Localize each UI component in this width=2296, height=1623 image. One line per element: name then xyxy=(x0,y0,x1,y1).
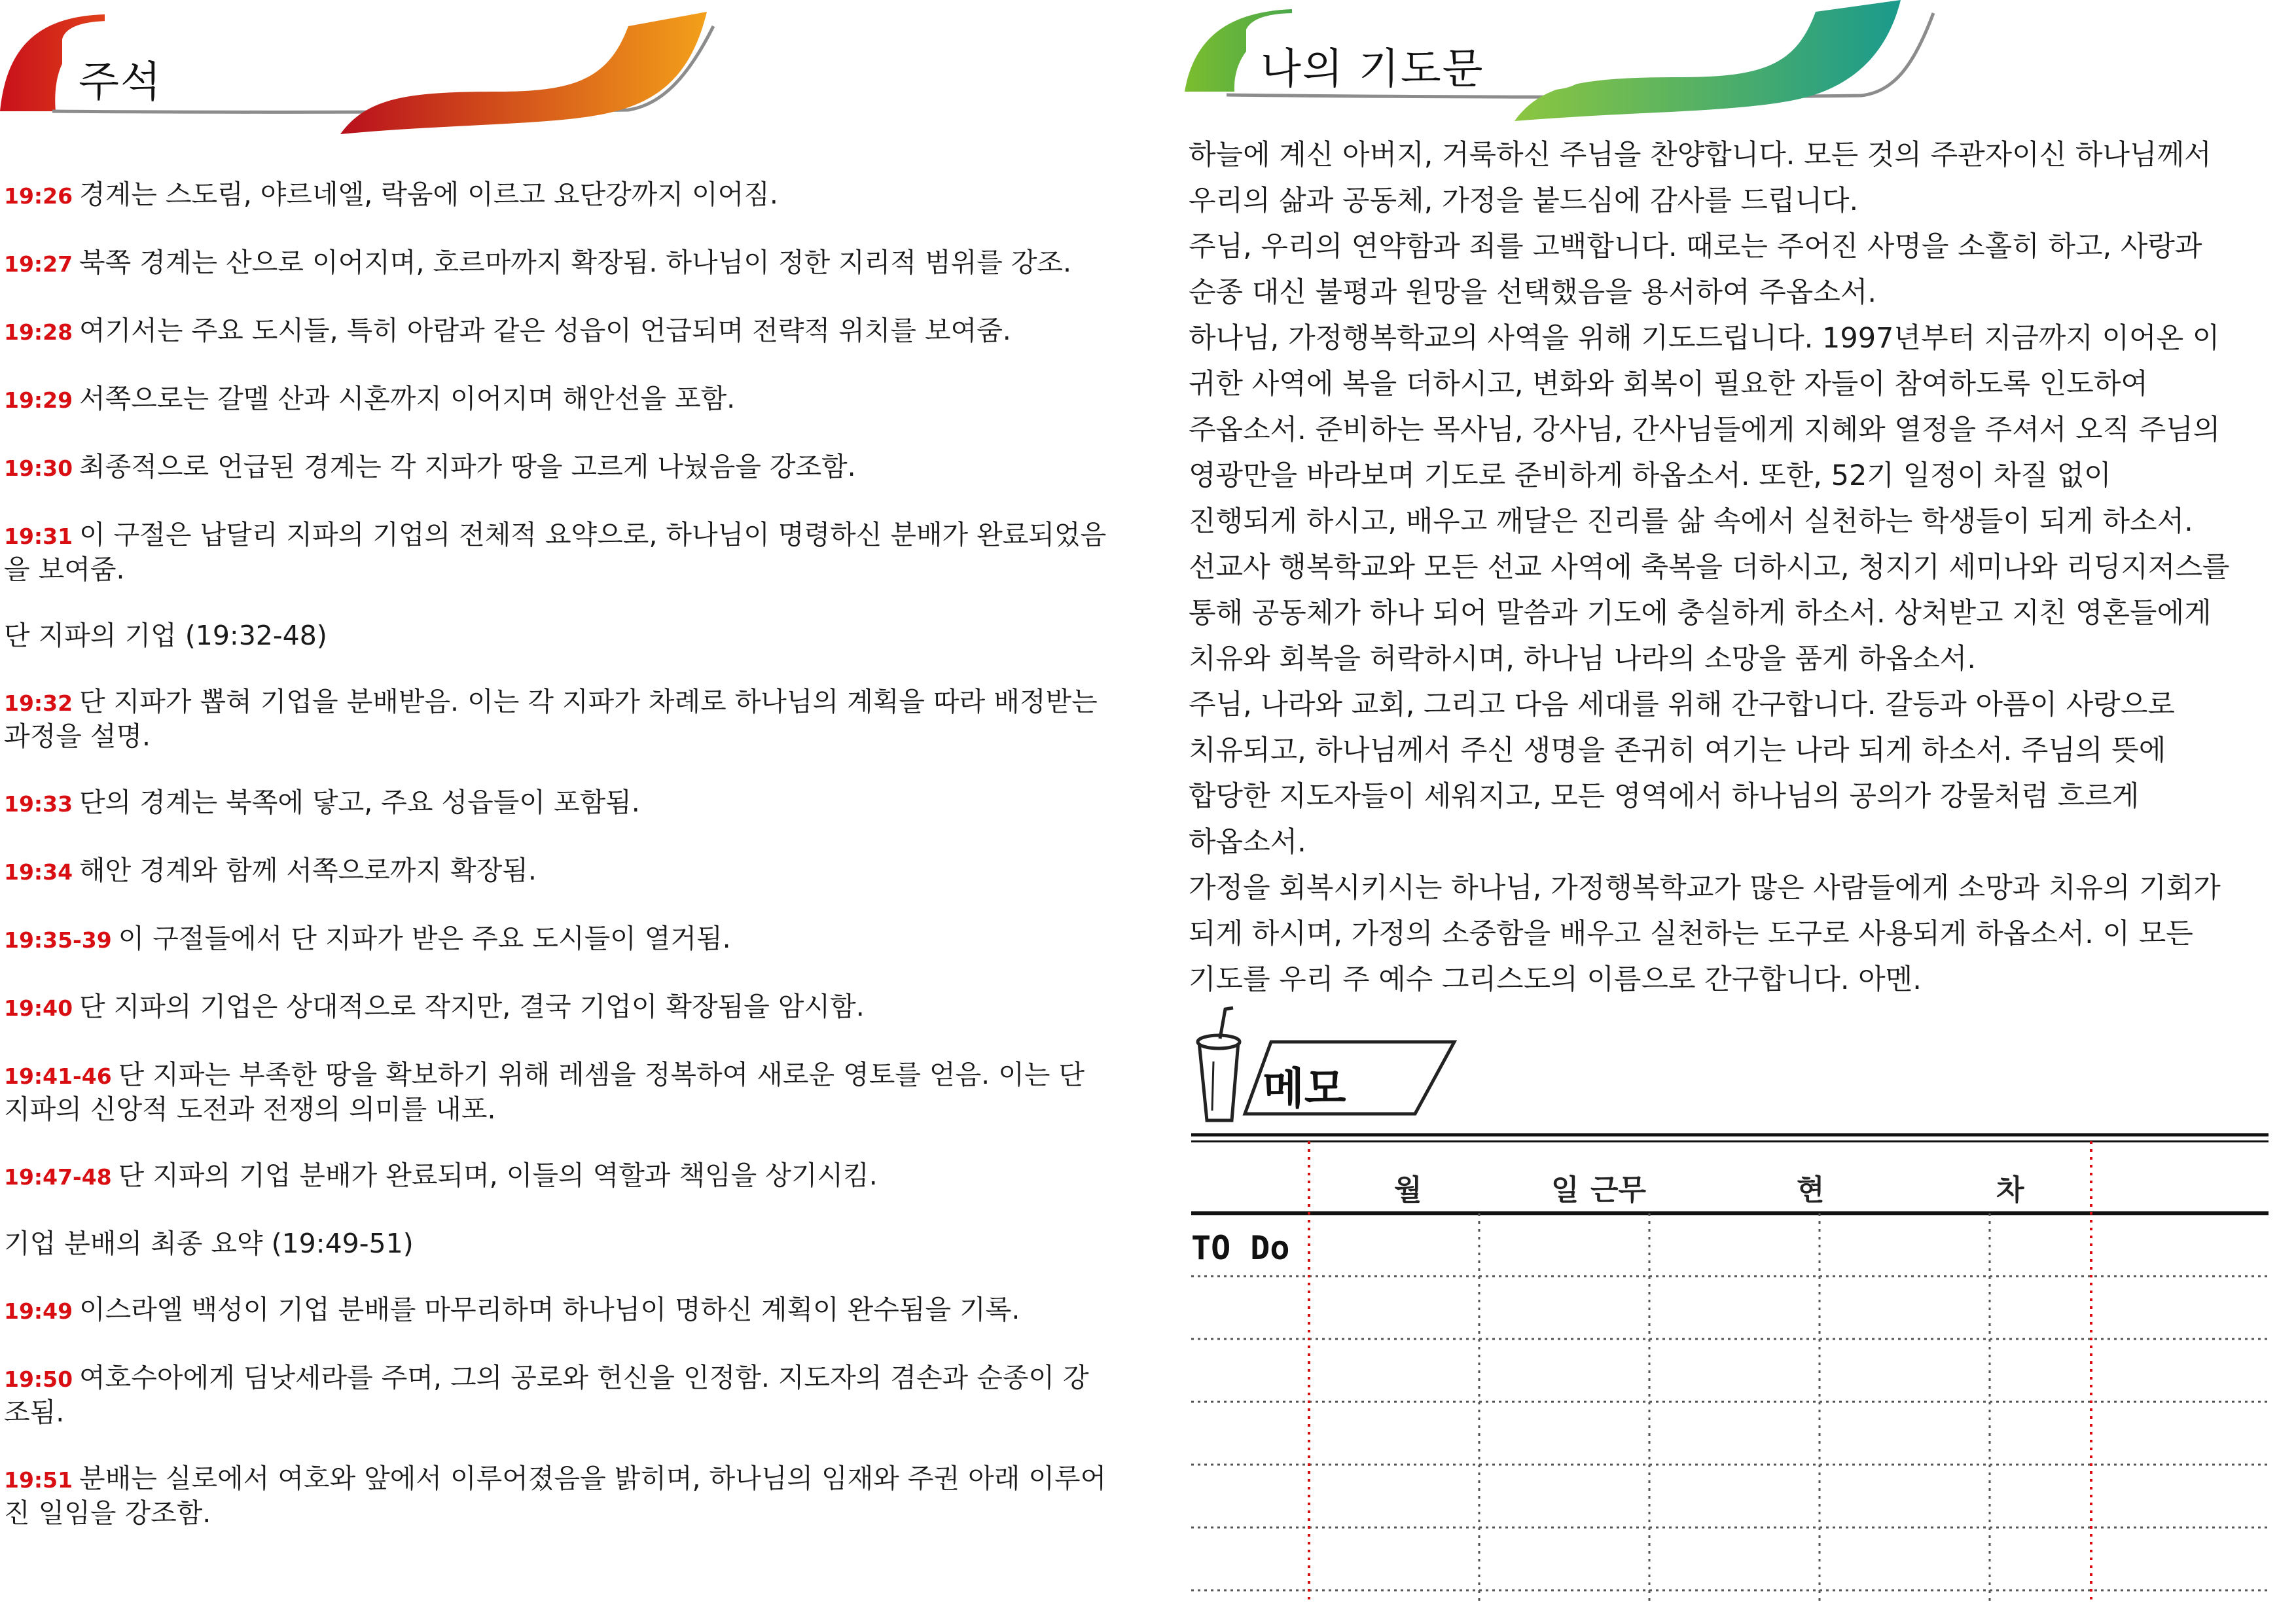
note-text: 단 지파의 기업 (19:32-48) xyxy=(4,620,327,651)
prayer-text: 하늘에 계신 아버지, 거룩하신 주님을 찬양합니다. 모든 것의 주관자이신 하나님께서 우리의 삶과 공동체, 가정을 붙드심에 감사를 드립니다. 주님, 우리의 연약함과 죄를 고백합니다. 때로는 주어진 사명을 소홀히 하고, 사랑과 순종 대신 불평과 원망을 선택했음을 용서하여 주옵소서. 하나님, 가정행복학교의 사역을 위해 기도드립니다. 1997년부터 지금까지 이어온 이 귀한 사역에 복을 더하시고, 변화와 회복이 필요한 자들이 참여하도록 인도하여 주옵소서. 준비하는 목사님, 강사님, 간사님들에게 지혜와 열정을 주셔서 오직 주님의 영광만을 바라보며 기도로 준비하게 하옵소서. 또한, 52기 일정이 차질 없이 진행되게 하시고, 배우고 깨달은 진리를 삶 속에서 실천하는 학생들이 되게 하소서. 선교사 행복학교와 모든 선교 사역에 축복을 더하시고, 청지기 세미나와 리딩지저스를 통해 공동체가 하나 되어 말씀과 기도에 충실하게 하소서. 상처받고 지친 영혼들에게 치유와 회복을 허락하시며, 하나님 나라의 소망을 품게 하옵소서. 주님, 나라와 교회, 그리고 다음 세대를 위해 간구합니다. 갈등과 아픔이 사랑으로 치유되고, 하나님께서 주신 생명을 존귀히 여기는 나라 되게 하소서. 주님의 뜻에 합당한 지도자들이 세워지고, 모든 영역에서 하나님의 공의가 강물처럼 흐르게 하옵소서. 가정을 회복시키시는 하나님, 가정행복학교가 많은 사람들에게 소망과 치유의 기회가 되게 하시며, 가정의 소중함을 배우고 실천하는 도구로 사용되게 하옵소서. 이 모든 기도를 우리 주 예수 그리스도의 이름으로 간구합니다. 아멘. xyxy=(1189,139,2230,996)
todo-label: TO Do xyxy=(1191,1229,1290,1267)
verse-reference: 19:27 xyxy=(4,251,73,277)
verse-reference: 19:28 xyxy=(4,319,73,345)
note-item xyxy=(4,246,1110,281)
verse-reference: 19:50 xyxy=(4,1366,73,1392)
note-text: 이 구절들에서 단 지파가 받은 주요 도시들이 열거됨. xyxy=(118,923,731,954)
note-section-heading xyxy=(4,1227,1110,1260)
verse-reference: 19:32 xyxy=(4,690,73,716)
verse-reference: 19:41-46 xyxy=(4,1063,112,1089)
note-item xyxy=(4,314,1110,349)
column-day: 일 xyxy=(1551,1173,1579,1207)
note-item xyxy=(4,382,1110,417)
note-section-heading xyxy=(4,619,1110,652)
note-item xyxy=(4,178,1110,213)
note-text: 단 지파의 기업 분배가 완료되며, 이들의 역할과 책임을 상기시킴. xyxy=(118,1160,878,1191)
column-count: 차 xyxy=(1996,1173,2024,1207)
note-item xyxy=(4,1159,1110,1194)
note-text: 단 지파의 기업은 상대적으로 작지만, 결국 기업이 확장됨을 암시함. xyxy=(79,991,865,1022)
note-text: 단의 경계는 북쪽에 닿고, 주요 성읍들이 포함됨. xyxy=(79,787,640,818)
note-text: 서쪽으로는 갈멜 산과 시혼까지 이어지며 해안선을 포함. xyxy=(79,383,736,414)
verse-reference: 19:30 xyxy=(4,455,73,481)
note-item xyxy=(4,786,1110,821)
verse-reference: 19:35-39 xyxy=(4,927,112,953)
verse-reference: 19:33 xyxy=(4,791,73,817)
column-work: 근무 xyxy=(1590,1173,1647,1207)
note-item xyxy=(4,685,1110,753)
verse-reference: 19:31 xyxy=(4,524,73,549)
column-current: 현 xyxy=(1797,1173,1825,1207)
note-text: 여기서는 주요 도시들, 특히 아람과 같은 성읍이 언급되며 전략적 위치를 보여줌. xyxy=(79,315,1011,346)
note-text: 기업 분배의 최종 요약 (19:49-51) xyxy=(4,1228,414,1259)
prayer-title: 나의 기도문 xyxy=(1261,45,1484,94)
verse-reference: 19:47-48 xyxy=(4,1164,112,1190)
note-item xyxy=(4,450,1110,485)
prayer-body xyxy=(1189,132,2275,1003)
note-text: 여호수아에게 딤낫세라를 주며, 그의 공로와 헌신을 인정함. 지도자의 겸손과 순종이 강조됨. xyxy=(4,1362,1089,1428)
note-text: 단 지파가 뽑혀 기업을 분배받음. 이는 각 지파가 차례로 하나님의 계획을 따라 배정받는 과정을 설명. xyxy=(4,686,1098,752)
note-item xyxy=(4,1361,1110,1429)
note-item xyxy=(4,1293,1110,1328)
note-item xyxy=(4,990,1110,1025)
note-text: 이 구절은 납달리 지파의 기업의 전체적 요약으로, 하나님이 명령하신 분배가 완료되었음을 보여줌. xyxy=(4,519,1107,585)
note-text: 해안 경계와 함께 서쪽으로까지 확장됨. xyxy=(79,855,537,886)
verse-reference: 19:29 xyxy=(4,387,73,413)
note-text: 분배는 실로에서 여호와 앞에서 이루어졌음을 밝히며, 하나님의 임재와 주권 아래 이루어진 일임을 강조함. xyxy=(4,1463,1107,1529)
verse-reference: 19:51 xyxy=(4,1467,73,1493)
notes-header-graphic xyxy=(0,0,1148,151)
notes-title: 주석 xyxy=(79,58,162,107)
note-text: 북쪽 경계는 산으로 이어지며, 호르마까지 확장됨. 하나님이 정한 지리적 범위를 강조. xyxy=(79,247,1072,278)
note-text: 최종적으로 언급된 경계는 각 지파가 땅을 고르게 나눴음을 강조함. xyxy=(79,451,856,482)
verse-reference: 19:34 xyxy=(4,859,73,885)
prayer-page xyxy=(1148,0,2296,1623)
note-item xyxy=(4,518,1110,586)
verse-reference: 19:40 xyxy=(4,995,73,1021)
column-month: 월 xyxy=(1394,1173,1422,1207)
memo-table xyxy=(1191,1132,2269,1603)
note-item xyxy=(4,922,1110,957)
verse-reference: 19:26 xyxy=(4,183,73,209)
verse-reference: 19:49 xyxy=(4,1298,73,1324)
note-text: 단 지파는 부족한 땅을 확보하기 위해 레셈을 정복하여 새로운 영토를 얻음. 이는 단 지파의 신앙적 도전과 전쟁의 의미를 내포. xyxy=(4,1059,1085,1125)
notes-list xyxy=(4,178,1110,1563)
note-item xyxy=(4,854,1110,889)
note-item xyxy=(4,1462,1110,1529)
note-text: 경계는 스도림, 야르네엘, 락움에 이르고 요단강까지 이어짐. xyxy=(79,179,778,210)
note-text: 이스라엘 백성이 기업 분배를 마무리하며 하나님이 명하신 계획이 완수됨을 기록. xyxy=(79,1294,1020,1325)
memo-grid xyxy=(1191,1132,2269,1603)
note-item xyxy=(4,1058,1110,1126)
memo-label: 메모 xyxy=(1263,1063,1346,1114)
